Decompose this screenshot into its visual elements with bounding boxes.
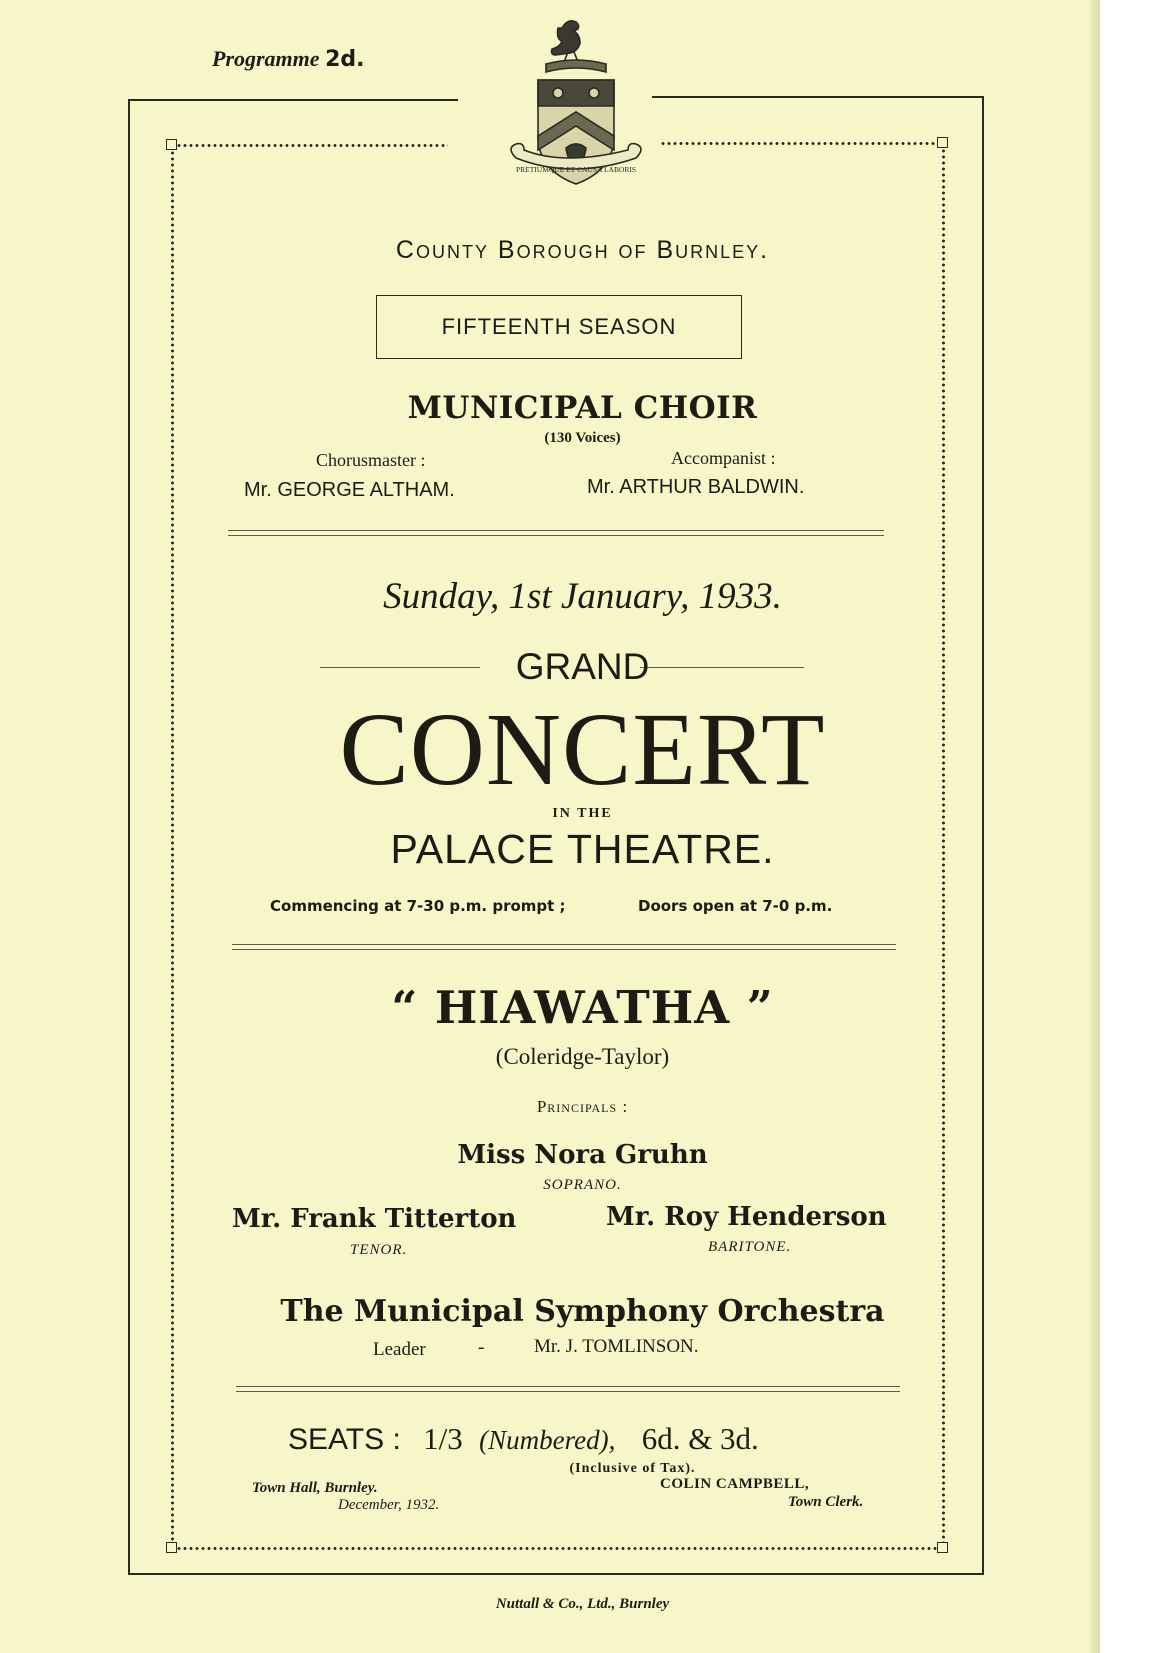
leader-label: Leader — [373, 1339, 426, 1360]
grand-heading: GRAND — [515, 646, 650, 687]
price-others: 6d. & 3d. — [641, 1421, 759, 1456]
frame-corner — [166, 139, 177, 150]
composer: (Coleridge-Taylor) — [495, 1044, 670, 1069]
clerk-name: COLIN CAMPBELL, — [660, 1476, 810, 1492]
principals-label: Principals : — [536, 1097, 629, 1116]
accompanist-name: Mr. ARTHUR BALDWIN. — [587, 476, 805, 498]
dotted-border-bottom — [176, 1546, 940, 1551]
frame-bottom — [128, 1573, 984, 1575]
seats-label: SEATS : — [288, 1423, 401, 1456]
leader-name: Mr. J. TOMLINSON. — [534, 1336, 699, 1357]
numbered-label: (Numbered), — [479, 1425, 616, 1455]
price-numbered: 1/3 — [423, 1421, 463, 1456]
tenor-role: TENOR. — [350, 1242, 408, 1258]
season-box — [376, 295, 742, 359]
council-name: County Borough of Burnley. — [395, 236, 770, 264]
chorusmaster-name: Mr. GEORGE ALTHAM. — [244, 479, 455, 501]
crest-motto: PRETIUMQUE ET CAUSA LABORIS — [515, 165, 637, 174]
burnley-crest-emblem — [502, 8, 650, 198]
programme-price: Programme 2d. — [212, 46, 365, 72]
divider — [236, 1386, 900, 1392]
soprano-role: SOPRANO. — [543, 1177, 622, 1193]
season-label: FIFTEENTH SEASON — [441, 314, 677, 339]
venue-name: PALACE THEATRE. — [390, 826, 775, 872]
baritone-name: Mr. Roy Henderson — [606, 1202, 887, 1232]
leader-dash: - — [478, 1337, 485, 1358]
divider — [232, 944, 896, 950]
doors-time: Doors open at 7-0 p.m. — [638, 897, 833, 915]
dotted-border-top-right — [660, 141, 940, 146]
choir-voices: (130 Voices) — [544, 430, 621, 446]
baritone-role: BARITONE. — [708, 1239, 792, 1255]
issue-date: December, 1932. — [338, 1497, 440, 1513]
divider — [228, 530, 884, 536]
frame-top-left — [128, 99, 458, 101]
printer-credit: Nuttall & Co., Ltd., Burnley — [495, 1596, 670, 1612]
choir-name: MUNICIPAL CHOIR — [407, 390, 758, 426]
soprano-name: Miss Nora Gruhn — [457, 1140, 708, 1170]
frame-corner — [937, 137, 948, 148]
dotted-border-top-left — [176, 143, 448, 148]
in-the-label: IN THE — [552, 806, 613, 821]
tax-note: (Inclusive of Tax). — [569, 1461, 696, 1476]
issue-place: Town Hall, Burnley. — [252, 1480, 378, 1496]
frame-top-right — [652, 96, 984, 98]
clerk-title: Town Clerk. — [788, 1494, 864, 1510]
chorusmaster-label: Chorusmaster : — [316, 450, 426, 470]
seat-prices — [288, 1421, 759, 1457]
frame-corner — [937, 1542, 948, 1553]
work-title: “ HIAWATHA ” — [391, 981, 774, 1034]
orchestra-name: The Municipal Symphony Orchestra — [280, 1294, 885, 1329]
start-time: Commencing at 7-30 p.m. prompt ; — [270, 897, 566, 915]
frame-corner — [166, 1542, 177, 1553]
concert-heading: CONCERT — [339, 692, 826, 807]
tenor-name: Mr. Frank Titterton — [232, 1204, 517, 1234]
accompanist-label: Accompanist : — [671, 448, 776, 468]
concert-date: Sunday, 1st January, 1933. — [383, 576, 782, 617]
